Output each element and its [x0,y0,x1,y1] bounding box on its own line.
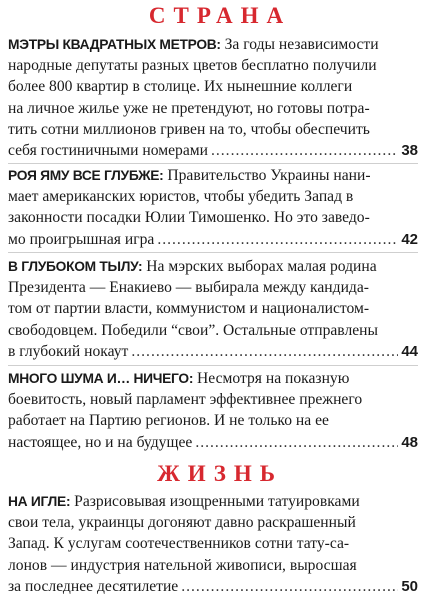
entry-text: Разрисовывая изощренными татуировками [74,493,360,510]
entry-text: свои тела, украинцы догоняют давно раскрашенный [8,514,356,532]
entry-text: более 800 квартир в столице. Их нынешние коллеги [8,78,353,96]
entry-kicker: РОЯ ЯМУ ВСЕ ГЛУБЖЕ: [8,168,164,183]
page-number: 38 [401,142,418,160]
entry-text: том от партии власти, коммунистом и националистом- [8,300,370,318]
toc-entry[interactable] [8,368,418,453]
page-number: 48 [401,433,418,451]
page-number: 50 [401,577,418,595]
section-title-strana: СТРАНА [148,3,292,28]
toc-entry[interactable] [8,165,418,250]
divider [8,365,418,366]
entry-text: настоящее, но и на будущее [8,433,193,451]
entry-text: законности посадки Юлии Тимошенко. Но это заведо- [8,209,370,227]
divider [8,163,418,164]
entry-text: себя гостиничными номерами [8,142,208,160]
toc-entry[interactable] [8,34,418,161]
dot-leader [181,576,398,597]
toc-entry[interactable] [8,491,418,597]
entry-text: Запад. К услугам соотечественников сотни тату-са- [8,535,350,553]
page-number: 42 [401,230,418,248]
section-title-zhizn: ЖИЗНЬ [157,461,283,486]
entry-text: тить сотни миллионов гривен на то, чтобы обеспечить [8,120,370,138]
entry-text: на личное жилье уже не претендуют, но готовы потра- [8,99,370,117]
entry-text: Несмотря на показную [197,370,350,387]
entry-kicker: НА ИГЛЕ: [8,494,71,509]
entry-text: за последнее десятилетие [8,577,179,595]
entry-text: За годы независимости [224,36,379,53]
dot-leader [157,229,398,250]
entry-text: свободовцем. Победили “свои”. Остальные отправлены [8,321,378,339]
entry-text: работает на Партию регионов. И не только на ее [8,412,329,430]
entry-text: На мэрских выборах малая родина [146,258,377,275]
dot-leader [131,341,398,362]
divider [8,252,418,253]
toc-entry[interactable] [8,256,418,362]
entry-kicker: МНОГО ШУМА И… НИЧЕГО: [8,371,194,386]
page-number: 44 [401,342,418,360]
entry-kicker: В ГЛУБОКОМ ТЫЛУ: [8,259,143,274]
entry-text: мо проигрышная игра [8,230,155,248]
entry-text: народные депутаты разных цветов бесплатно получили [8,57,377,75]
dot-leader [211,140,398,161]
entry-text: в глубокий нокаут [8,342,129,360]
dot-leader [195,432,398,453]
entry-text: мает американских юристов, чтобы убедить Запад в [8,188,354,206]
entry-text: Президента — Енакиево — выбирала между кандида- [8,279,369,297]
entry-text: боевитость, новый парламент эффективнее прежнего [8,391,363,409]
entry-kicker: МЭТРЫ КВАДРАТНЫХ МЕТРОВ: [8,37,221,52]
entry-text: Правительство Украины нани- [167,167,371,184]
entry-text: лонов — индустрия нательной живописи, выросшая [8,556,357,574]
